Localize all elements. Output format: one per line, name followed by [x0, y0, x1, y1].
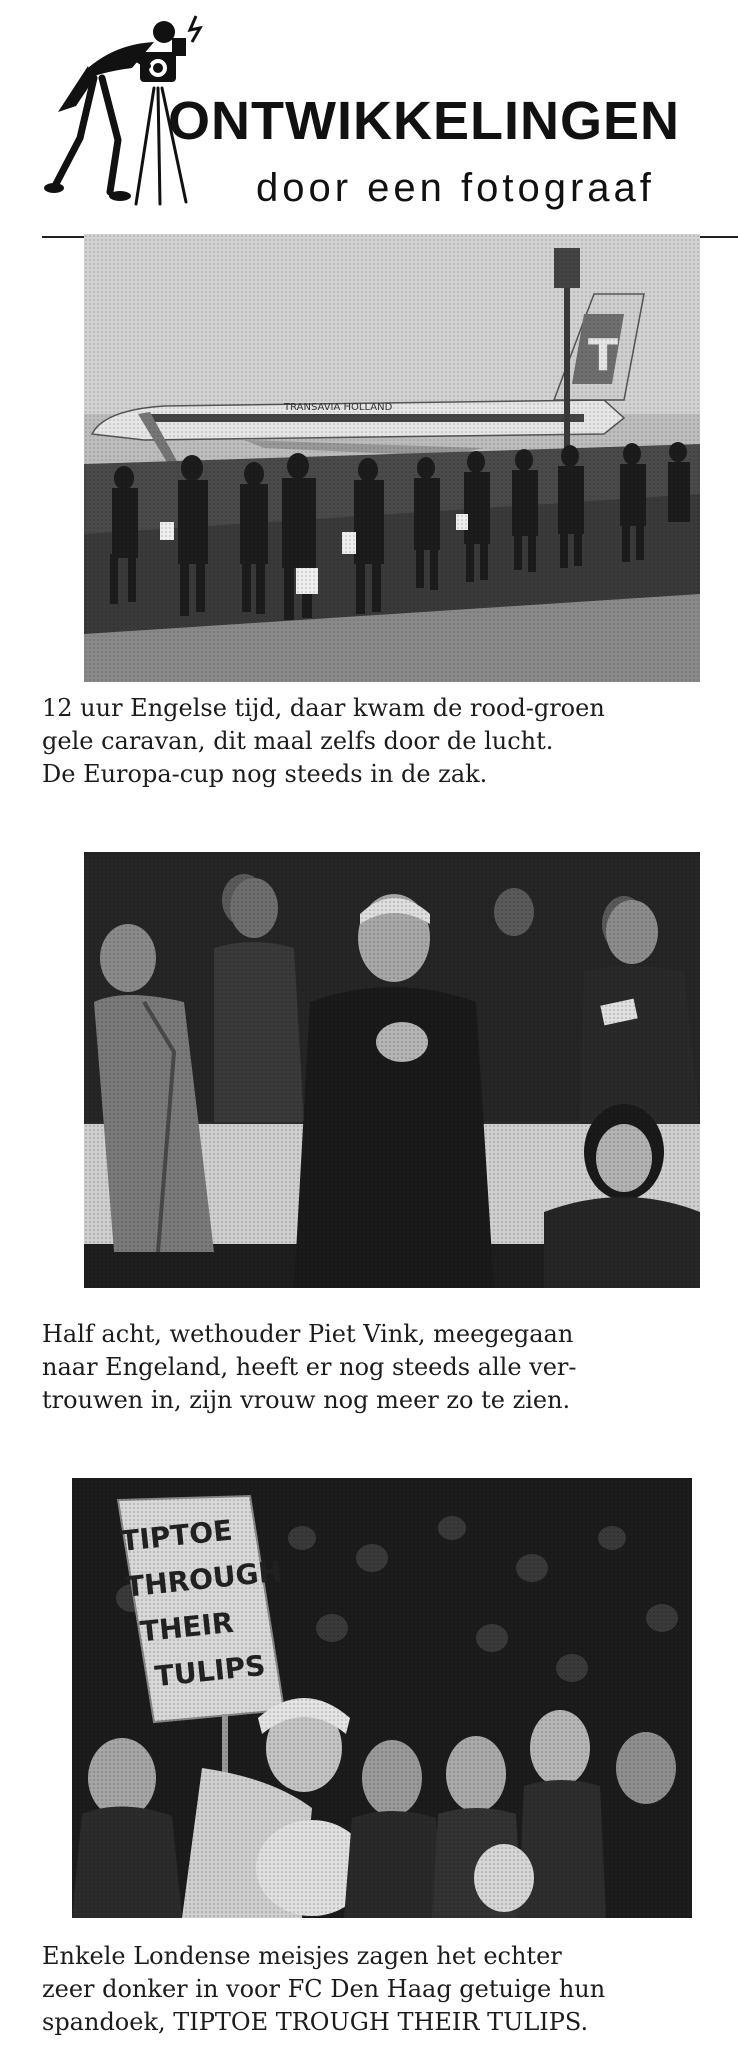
- caption-line: spandoek, TIPTOE TROUGH THEIR TULIPS.: [42, 2008, 589, 2036]
- masthead: [0, 0, 738, 240]
- caption-airport-arrival: [42, 692, 605, 791]
- caption-line: De Europa-cup nog steeds in de zak.: [42, 760, 488, 788]
- page-subtitle: door een fotograaf: [256, 166, 655, 210]
- page-title: ONTWIKKELINGEN: [168, 91, 680, 151]
- photo-airport-arrival: [84, 234, 700, 682]
- photo-fans-banner: [72, 1478, 692, 1918]
- caption-line: trouwen in, zijn vrouw nog meer zo te zien.: [42, 1386, 571, 1414]
- caption-councillor-crowd: [42, 1318, 577, 1417]
- caption-line: zeer donker in voor FC Den Haag getuige hun: [42, 1975, 606, 2003]
- caption-line: Enkele Londense meisjes zagen het echter: [42, 1942, 562, 1970]
- caption-fans-banner: [42, 1940, 605, 2039]
- caption-line: gele caravan, dit maal zelfs door de lucht.: [42, 727, 554, 755]
- caption-line: naar Engeland, heeft er nog steeds alle ver-: [42, 1353, 577, 1381]
- caption-line: Half acht, wethouder Piet Vink, meegegaan: [42, 1320, 574, 1348]
- caption-line: 12 uur Engelse tijd, daar kwam de rood-groen: [42, 694, 605, 722]
- photo-councillor-crowd: [84, 852, 700, 1288]
